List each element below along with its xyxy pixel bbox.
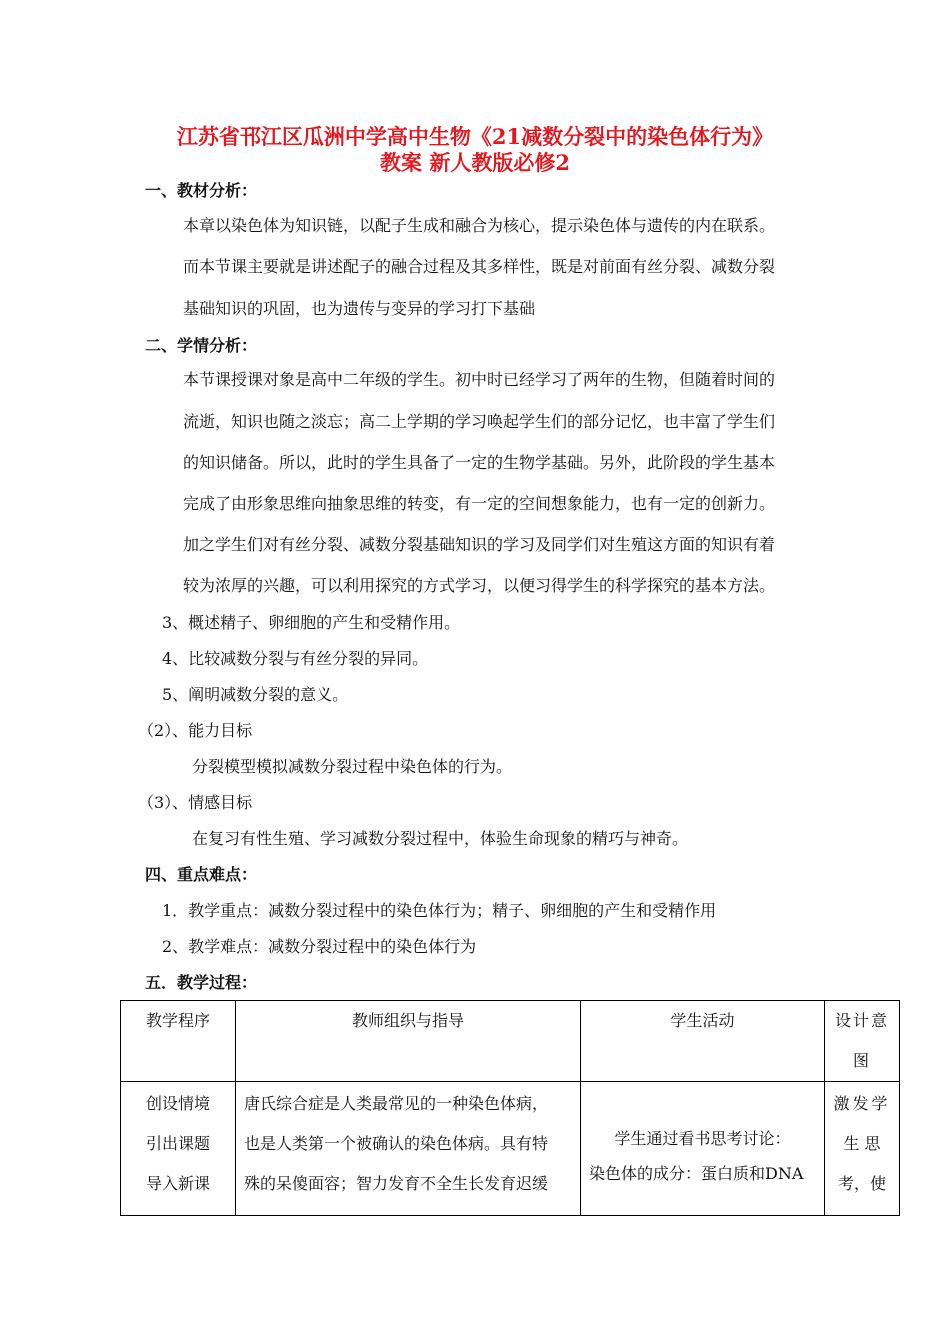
table-row — [121, 1082, 900, 1216]
section-heading-materials: 一、教材分析： — [145, 181, 258, 200]
teaching-difficulty: 2、教学难点：减数分裂过程中的染色体行为 — [162, 937, 477, 956]
header-step: 教学程序 — [145, 1011, 210, 1030]
paragraph-line: 本章以染色体为知识链，以配子生成和融合为核心，提示染色体与遗传的内在联系。 — [183, 216, 776, 235]
student-line: 染色体的成分：蛋白质和DNA — [589, 1164, 804, 1183]
intent-line: 考，使 — [837, 1174, 886, 1193]
header-teacher: 教师组织与指导 — [351, 1011, 464, 1030]
section-heading-key-points: 四、重点难点： — [145, 865, 258, 884]
teacher-line: 唐氏综合症是人类最常见的一种染色体病， — [244, 1094, 549, 1113]
intent-line: 激发学 — [833, 1094, 891, 1113]
table-header-row — [121, 1001, 900, 1082]
paragraph-line: 加之学生们对有丝分裂、减数分裂基础知识的学习及同学们对生殖这方面的知识有着 — [183, 535, 776, 554]
student-line: 学生通过看书思考讨论： — [614, 1129, 791, 1148]
header-student: 学生活动 — [670, 1011, 735, 1030]
teaching-key-point: 1．教学重点：减数分裂过程中的染色体行为；精子、卵细胞的产生和受精作用 — [162, 901, 717, 920]
intent-line: 生 思 — [843, 1134, 881, 1153]
paragraph-line: 完成了由形象思维向抽象思维的转变，有一定的空间想象能力，也有一定的创新力。 — [183, 494, 776, 513]
section-heading-process: 五．教学过程： — [145, 973, 258, 992]
section-heading-students: 二、学情分析： — [145, 336, 258, 355]
paragraph-line: 而本节课主要就是讲述配子的融合过程及其多样性，既是对前面有丝分裂、减数分裂 — [183, 257, 776, 276]
step-line: 导入新课 — [145, 1174, 210, 1193]
emotion-goal-heading: （3）、情感目标 — [138, 793, 253, 812]
ability-goal-heading: （2）、能力目标 — [138, 721, 253, 740]
step-line: 引出课题 — [145, 1134, 210, 1153]
step-line: 创设情境 — [145, 1094, 210, 1113]
goal-item-5: 5、阐明减数分裂的意义。 — [162, 685, 349, 704]
paragraph-line: 基础知识的巩固，也为遗传与变异的学习打下基础 — [183, 299, 536, 318]
paragraph-line: 较为浓厚的兴趣，可以利用探究的方式学习，以便习得学生的科学探究的基本方法。 — [183, 576, 776, 595]
paragraph-line: 的知识储备。所以，此时的学生具备了一定的生物学基础。另外，此阶段的学生基本 — [183, 453, 776, 472]
teacher-line: 也是人类第一个被确认的染色体病。具有特 — [244, 1134, 549, 1153]
header-intent: 设计意图 — [834, 1011, 889, 1070]
paragraph-line: 流逝，知识也随之淡忘；高二上学期的学习唤起学生们的部分记忆，也丰富了学生们 — [183, 412, 776, 431]
teacher-line: 殊的呆傻面容；智力发育不全生长发育迟缓 — [244, 1174, 549, 1193]
goal-item-4: 4、比较减数分裂与有丝分裂的异同。 — [162, 649, 429, 668]
doc-title-line2: 教案 新人教版必修2 — [380, 150, 570, 175]
goal-item-3: 3、概述精子、卵细胞的产生和受精作用。 — [162, 613, 461, 632]
ability-goal-text: 分裂模型模拟减数分裂过程中染色体的行为。 — [192, 757, 513, 776]
doc-title-line1: 江苏省邗江区瓜洲中学高中生物《21减数分裂中的染色体行为》 — [176, 124, 774, 149]
teaching-process-table — [120, 1000, 900, 1216]
emotion-goal-text: 在复习有性生殖、学习减数分裂过程中，体验生命现象的精巧与神奇。 — [192, 829, 689, 848]
paragraph-line: 本节课授课对象是高中二年级的学生。初中时已经学习了两年的生物，但随着时间的 — [183, 370, 776, 389]
